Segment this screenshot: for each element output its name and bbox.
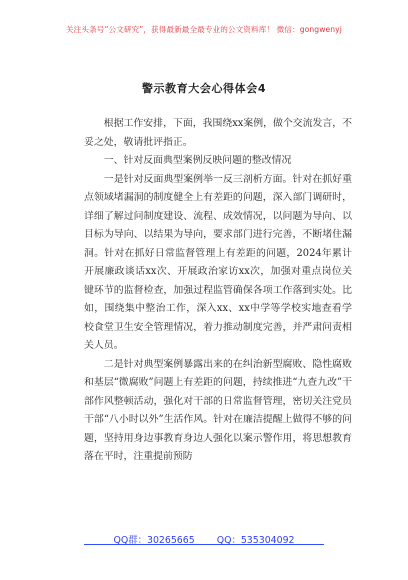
banner-wechat-text: 微信：gongwenyj [276, 25, 342, 34]
qq-number: QQ：535304092 [216, 535, 295, 546]
banner-promo-text: 关注头条号“公文研究”，获得最新最全最专业的公文资料库！ [65, 25, 275, 34]
body-paragraph: 根据工作安排，下面，我围绕xx案例，做个交流发言，不妥之处，敬请批评指正。 [84, 118, 352, 148]
body-paragraph: 二是针对典型案例暴露出来的在纠治新型腐败、隐性腐败和基层“微腐败”问题上有差距的问题，持续推进“九查九改”干部作风整顿活动，强化对干部的日常监督管理，密切关注党员干部“八小时以外”生活作风。针对在廉洁提醒上做得不够的问题，坚持用身边事教育身边人强化以案示警作用，将思想教育落在平时，注重提前预防 [84, 358, 352, 462]
footer-underline [84, 544, 324, 545]
section-heading: 一、针对反面典型案例反映问题的整改情况 [103, 155, 292, 166]
top-banner [0, 24, 408, 35]
qq-group-number: QQ群：30265665 [113, 535, 195, 546]
body-paragraph: 一是针对反面典型案例举一反三剖析方面。针对在抓好重点领域堵漏洞的制度健全上有差距的问题，深入部门调研时，详细了解过问制度建设、流程、成效情况，以问题为导向、以目标为导向、以结果为导向，要求部门进行完善，不断堵住漏洞。针对在抓好日常监督管理上有差距的问题，2024年累计开展廉政谈话xx次、开展政治家访xx次，加强对重点岗位关键环节的监督检查，加强过程监管确保各项工作落到实处。比如，围绕集中整治工作，深入xx、xx中学等学校实地查看学校食堂卫生安全管理情况，着力推动制度完善，并严肃问责相关人员。 [84, 173, 352, 351]
document-body [84, 115, 352, 467]
document-title: 警示教育大会心得体会4 [141, 82, 267, 95]
